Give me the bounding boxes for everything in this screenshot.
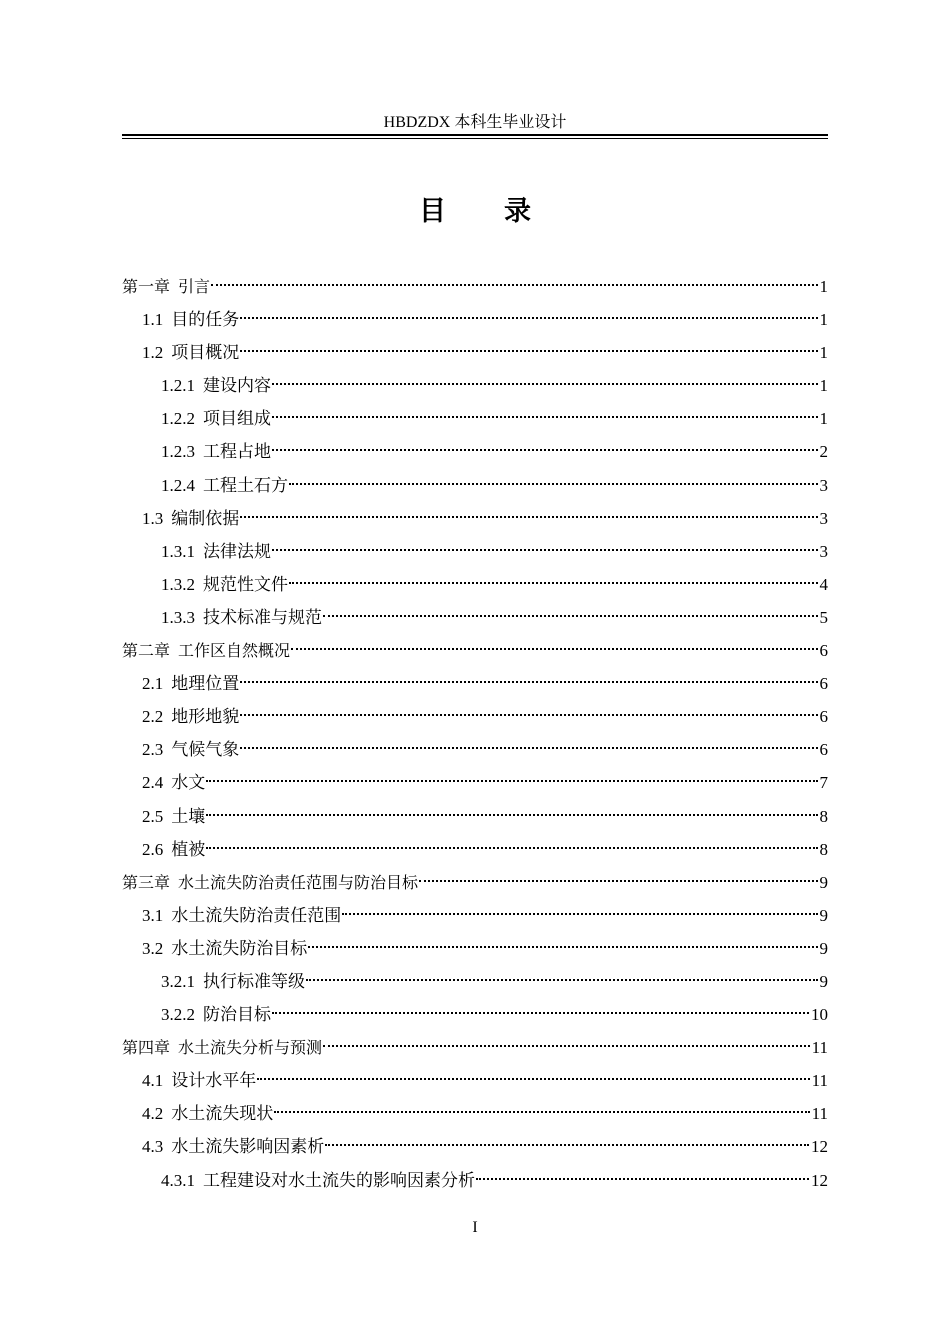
toc-leader-dots — [323, 615, 818, 617]
toc-page-number: 9 — [819, 938, 828, 958]
toc-entry-title — [161, 469, 288, 502]
toc-page-number: 11 — [811, 1071, 828, 1091]
toc-entry[interactable] — [122, 965, 828, 998]
toc-entry[interactable] — [122, 667, 828, 700]
toc-entry-label: 规范性文件 — [203, 574, 288, 594]
toc-entry-label: 水土流失分析与预测 — [178, 1038, 323, 1058]
toc-page-number: 10 — [811, 1005, 828, 1025]
toc-page-number: 9 — [819, 905, 828, 925]
toc-entry-number: 第一章 — [122, 277, 171, 296]
toc-entry-label: 引言 — [178, 277, 211, 296]
toc-entry-title — [142, 303, 239, 336]
toc-leader-dots — [342, 913, 817, 915]
toc-entry-number: 第四章 — [122, 1038, 171, 1058]
toc-entry-label: 水土流失防治责任范围 — [171, 905, 342, 925]
toc-chapter-entry[interactable] — [122, 270, 828, 303]
toc-entry-number: 1.2.4 — [161, 475, 195, 495]
toc-entry-number: 2.3 — [142, 740, 164, 760]
toc-entry-number: 1.2 — [142, 343, 164, 363]
toc-page-number: 1 — [819, 376, 828, 396]
toc-entry[interactable] — [122, 833, 828, 866]
toc-entry[interactable] — [122, 700, 828, 733]
toc-entry-label: 法律法规 — [203, 541, 271, 561]
toc-entry-title — [161, 998, 271, 1031]
toc-entry[interactable] — [122, 899, 828, 932]
toc-entry-label: 水土流失防治目标 — [171, 938, 308, 958]
toc-leader-dots — [240, 516, 817, 518]
toc-entry-number: 3.1 — [142, 905, 164, 925]
toc-entry-label: 土壤 — [171, 806, 206, 826]
toc-page-number: 6 — [819, 641, 828, 661]
page-header: HBDZDX 本科生毕业设计 — [383, 114, 567, 131]
toc-page-number: 4 — [819, 574, 828, 594]
toc-page-number: 12 — [811, 1170, 828, 1190]
toc-entry[interactable] — [122, 303, 828, 336]
toc-entry[interactable] — [122, 733, 828, 766]
toc-page-number: 3 — [819, 508, 828, 528]
toc-entry-number: 3.2 — [142, 938, 164, 958]
toc-entry-label: 项目概况 — [171, 343, 240, 363]
toc-page-number: 1 — [819, 343, 828, 363]
toc-entry-number: 2.4 — [142, 773, 164, 793]
toc-entry[interactable] — [122, 435, 828, 468]
page-number: I — [472, 1219, 478, 1236]
toc-entry-label: 执行标准等级 — [203, 971, 305, 991]
toc-entry-label: 工程土石方 — [203, 475, 288, 495]
toc-page-number: 12 — [811, 1137, 828, 1157]
toc-entry-number: 1.3.1 — [161, 541, 195, 561]
toc-entry-title — [161, 402, 271, 435]
toc-entry[interactable] — [122, 402, 828, 435]
toc-entry-title — [142, 1130, 324, 1163]
toc-entry-number: 2.1 — [142, 674, 164, 694]
toc-leader-dots — [272, 449, 818, 451]
toc-leader-dots — [211, 284, 817, 286]
toc-page-number: 9 — [819, 872, 828, 892]
toc-entry-number: 4.3.1 — [161, 1170, 195, 1190]
toc-entry-title — [142, 899, 341, 932]
toc-page-number: 11 — [811, 1038, 828, 1058]
toc-leader-dots — [206, 814, 817, 816]
header-rule — [122, 134, 828, 139]
toc-entry[interactable] — [122, 766, 828, 799]
toc-leader-dots — [306, 979, 818, 981]
toc-entry-title — [142, 833, 205, 866]
toc-entry[interactable] — [122, 1164, 828, 1197]
toc-entry-number: 1.3.3 — [161, 607, 195, 627]
toc-entry-title — [122, 1031, 322, 1064]
toc-entry-label: 编制依据 — [171, 508, 240, 528]
toc-leader-dots — [419, 880, 817, 882]
toc-leader-dots — [240, 714, 817, 716]
toc-page-number: 11 — [811, 1104, 828, 1124]
table-of-contents — [122, 270, 828, 1197]
toc-entry-number: 2.5 — [142, 806, 164, 826]
toc-chapter-entry[interactable] — [122, 866, 828, 899]
toc-entry-number: 1.3 — [142, 508, 164, 528]
toc-page-number: 7 — [819, 773, 828, 793]
toc-entry-label: 技术标准与规范 — [203, 607, 322, 627]
toc-page-number: 6 — [819, 674, 828, 694]
toc-entry-number: 3.2.2 — [161, 1005, 195, 1025]
toc-leader-dots — [308, 946, 817, 948]
toc-entry-label: 项目组成 — [203, 409, 271, 429]
toc-leader-dots — [240, 317, 817, 319]
toc-entry[interactable] — [122, 469, 828, 502]
toc-entry-number: 1.1 — [142, 310, 164, 330]
toc-title-char-1: 目 — [419, 196, 446, 227]
toc-entry-title — [161, 1164, 475, 1197]
toc-entry[interactable] — [122, 932, 828, 965]
toc-entry[interactable] — [122, 1097, 828, 1130]
toc-entry-number: 第二章 — [122, 641, 171, 661]
toc-page-number: 3 — [819, 541, 828, 561]
toc-leader-dots — [272, 1012, 809, 1014]
toc-page-number: 5 — [819, 607, 828, 627]
toc-leader-dots — [272, 383, 818, 385]
toc-entry-title — [142, 700, 239, 733]
toc-title-char-2: 录 — [504, 196, 531, 227]
toc-entry-label: 工程占地 — [203, 442, 271, 462]
toc-entry-title — [161, 965, 305, 998]
toc-entry-title — [142, 336, 239, 369]
toc-entry[interactable] — [122, 998, 828, 1031]
toc-entry-title — [161, 568, 288, 601]
toc-leader-dots — [274, 1111, 809, 1113]
toc-entry-title — [142, 667, 239, 700]
toc-entry-title — [142, 733, 239, 766]
toc-page-number: 1 — [819, 310, 828, 330]
toc-leader-dots — [289, 582, 818, 584]
toc-entry-label: 地理位置 — [171, 674, 240, 694]
toc-page-number: 6 — [819, 707, 828, 727]
toc-leader-dots — [257, 1078, 809, 1080]
toc-entry-title — [142, 1064, 256, 1097]
toc-leader-dots — [272, 549, 818, 551]
toc-entry[interactable] — [122, 1064, 828, 1097]
toc-entry-number: 1.2.2 — [161, 409, 195, 429]
toc-page-number: 2 — [819, 442, 828, 462]
toc-entry-label: 工作区自然概况 — [178, 641, 291, 661]
toc-entry[interactable] — [122, 568, 828, 601]
toc-entry-label: 工程建设对水土流失的影响因素分析 — [203, 1170, 475, 1190]
toc-entry-title — [161, 435, 271, 468]
toc-entry-title — [142, 932, 307, 965]
toc-entry-title — [161, 535, 271, 568]
toc-page-number: 6 — [819, 740, 828, 760]
toc-entry-label: 水土流失现状 — [171, 1104, 274, 1124]
toc-entry-title — [161, 601, 322, 634]
toc-entry[interactable] — [122, 601, 828, 634]
toc-entry[interactable] — [122, 502, 828, 535]
toc-leader-dots — [206, 847, 817, 849]
toc-page-number: 8 — [819, 806, 828, 826]
toc-entry-title — [142, 502, 239, 535]
toc-entry-number: 4.2 — [142, 1104, 164, 1124]
toc-entry-number: 2.6 — [142, 839, 164, 859]
toc-leader-dots — [272, 416, 818, 418]
toc-leader-dots — [325, 1144, 809, 1146]
toc-entry-number: 4.1 — [142, 1071, 164, 1091]
toc-entry-label: 建设内容 — [203, 376, 271, 396]
toc-entry-label: 水土流失影响因素析 — [171, 1137, 325, 1157]
toc-leader-dots — [240, 681, 817, 683]
toc-entry-label: 植被 — [171, 839, 206, 859]
toc-entry-number: 1.2.3 — [161, 442, 195, 462]
toc-entry-label: 水土流失防治责任范围与防治目标 — [178, 872, 419, 892]
toc-entry[interactable] — [122, 336, 828, 369]
toc-entry-label: 设计水平年 — [171, 1071, 257, 1091]
toc-entry-title — [122, 270, 210, 303]
toc-entry[interactable] — [122, 369, 828, 402]
toc-entry[interactable] — [122, 535, 828, 568]
toc-leader-dots — [323, 1045, 810, 1047]
toc-leader-dots — [289, 483, 818, 485]
toc-entry-number: 4.3 — [142, 1137, 164, 1157]
toc-leader-dots — [240, 350, 817, 352]
toc-entry-label: 气候气象 — [171, 740, 240, 760]
toc-entry-label: 地形地貌 — [171, 707, 240, 727]
toc-entry[interactable] — [122, 800, 828, 833]
toc-chapter-entry[interactable] — [122, 634, 828, 667]
toc-page-number: 3 — [819, 475, 828, 495]
toc-entry-title — [161, 369, 271, 402]
toc-entry-number: 第三章 — [122, 872, 171, 892]
toc-leader-dots — [291, 648, 817, 650]
toc-entry-number: 1.2.1 — [161, 376, 195, 396]
toc-entry-label: 防治目标 — [203, 1005, 271, 1025]
toc-entry-title — [142, 766, 205, 799]
toc-page-number: 8 — [819, 839, 828, 859]
toc-entry-title — [142, 800, 205, 833]
toc-entry[interactable] — [122, 1130, 828, 1163]
toc-entry-number: 3.2.1 — [161, 971, 195, 991]
toc-entry-title — [122, 634, 290, 667]
toc-entry-label: 水文 — [171, 773, 206, 793]
toc-chapter-entry[interactable] — [122, 1031, 828, 1064]
toc-entry-title — [142, 1097, 273, 1130]
toc-leader-dots — [240, 747, 817, 749]
toc-page-number: 1 — [819, 277, 828, 296]
toc-leader-dots — [206, 780, 817, 782]
toc-title — [0, 192, 950, 232]
toc-page-number: 9 — [819, 971, 828, 991]
toc-entry-title — [122, 866, 418, 899]
toc-entry-number: 2.2 — [142, 707, 164, 727]
toc-entry-number: 1.3.2 — [161, 574, 195, 594]
toc-page-number: 1 — [819, 409, 828, 429]
toc-leader-dots — [476, 1178, 809, 1180]
toc-entry-label: 目的任务 — [171, 310, 240, 330]
